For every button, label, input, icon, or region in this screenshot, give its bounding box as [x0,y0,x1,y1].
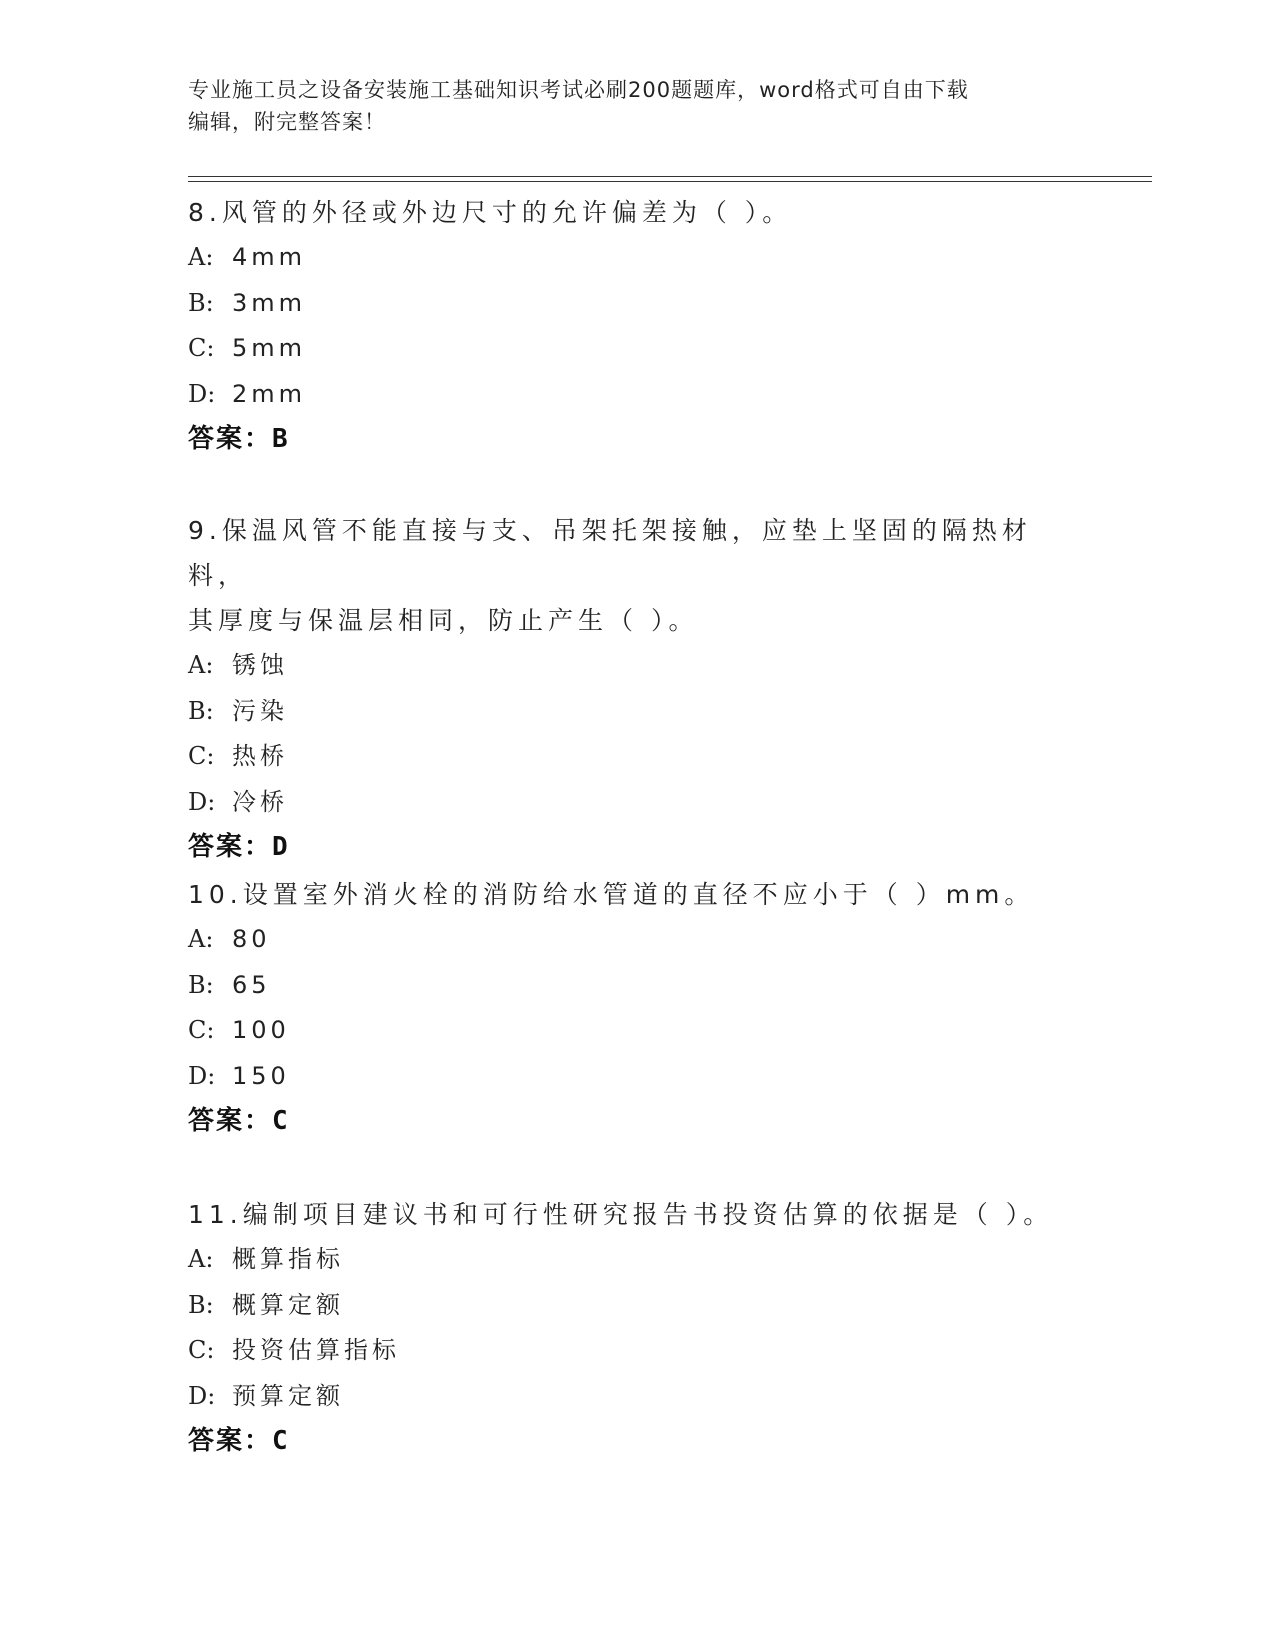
header-title-line-2: 编辑，附完整答案！ [188,110,386,134]
answer-value: B [272,424,288,454]
option-text: 锈蚀 [232,651,288,679]
option-text: 5mm [232,334,307,362]
option-letter: A: [188,1245,214,1273]
option-letter: B: [188,696,214,725]
option-text: 4mm [232,243,307,271]
header-title-line-1: 专业施工员之设备安装施工基础知识考试必刷200题题库，word格式可自由下载 [188,78,969,102]
question-text-line-2: 其厚度与保温层相同，防止产生（ ）。 [188,606,699,635]
option-text: 3mm [232,288,307,317]
option-d [188,1054,1088,1100]
option-c [188,1008,1088,1054]
option-d [188,780,1088,826]
question-text: 10.设置室外消火栓的消防给水管道的直径不应小于（ ）mm。 [188,880,1035,909]
option-letter: C: [188,334,215,362]
answer-value: D [272,832,288,862]
document-header [188,74,1088,138]
option-letter: A: [188,243,214,271]
header-divider-bottom [188,181,1152,182]
option-text: 投资估算指标 [232,1336,400,1364]
option-letter: D: [188,379,216,408]
option-b [188,963,1088,1009]
answer-line [188,417,1088,462]
option-letter: D: [188,787,216,816]
option-d [188,1374,1088,1420]
option-letter: A: [188,651,214,679]
option-b [188,689,1088,735]
option-text: 65 [232,970,271,999]
option-d [188,372,1088,418]
question-text: 11.编制项目建议书和可行性研究报告书投资估算的依据是（ ）。 [188,1200,1054,1229]
question-11 [188,1192,1088,1464]
option-letter: C: [188,1016,215,1044]
header-divider-top [188,176,1152,177]
question-10 [188,872,1088,1144]
option-letter: D: [188,1061,216,1090]
option-text: 热桥 [232,742,288,770]
option-letter: C: [188,1336,215,1364]
option-text: 预算定额 [232,1381,344,1410]
answer-line [188,1419,1088,1464]
option-c [188,1328,1088,1374]
answer-label: 答案： [188,424,273,454]
option-letter: D: [188,1381,216,1410]
option-text: 概算定额 [232,1290,344,1319]
option-a [188,1237,1088,1283]
option-letter: B: [188,288,214,317]
option-text: 80 [232,925,271,953]
option-text: 概算指标 [232,1245,344,1273]
option-text: 污染 [232,696,288,725]
question-9 [188,508,1088,870]
answer-line [188,1099,1088,1144]
answer-value: C [272,1106,288,1136]
question-8 [188,190,1088,462]
option-letter: A: [188,925,214,953]
option-b [188,281,1088,327]
option-letter: B: [188,1290,214,1319]
option-letter: C: [188,742,215,770]
option-c [188,326,1088,372]
question-text: 8.风管的外径或外边尺寸的允许偏差为（ ）。 [188,198,793,227]
option-text: 冷桥 [232,787,288,816]
answer-label: 答案： [188,1426,273,1456]
option-letter: B: [188,970,214,999]
option-b [188,1283,1088,1329]
option-text: 150 [232,1061,290,1090]
option-a [188,235,1088,281]
question-text-line-1: 9.保温风管不能直接与支、吊架托架接触，应垫上坚固的隔热材料， [188,516,1032,590]
option-a [188,643,1088,689]
option-a [188,917,1088,963]
option-text: 2mm [232,379,307,408]
answer-label: 答案： [188,832,273,862]
option-c [188,734,1088,780]
option-text: 100 [232,1016,290,1044]
answer-value: C [272,1426,288,1456]
answer-line [188,825,1088,870]
answer-label: 答案： [188,1106,273,1136]
